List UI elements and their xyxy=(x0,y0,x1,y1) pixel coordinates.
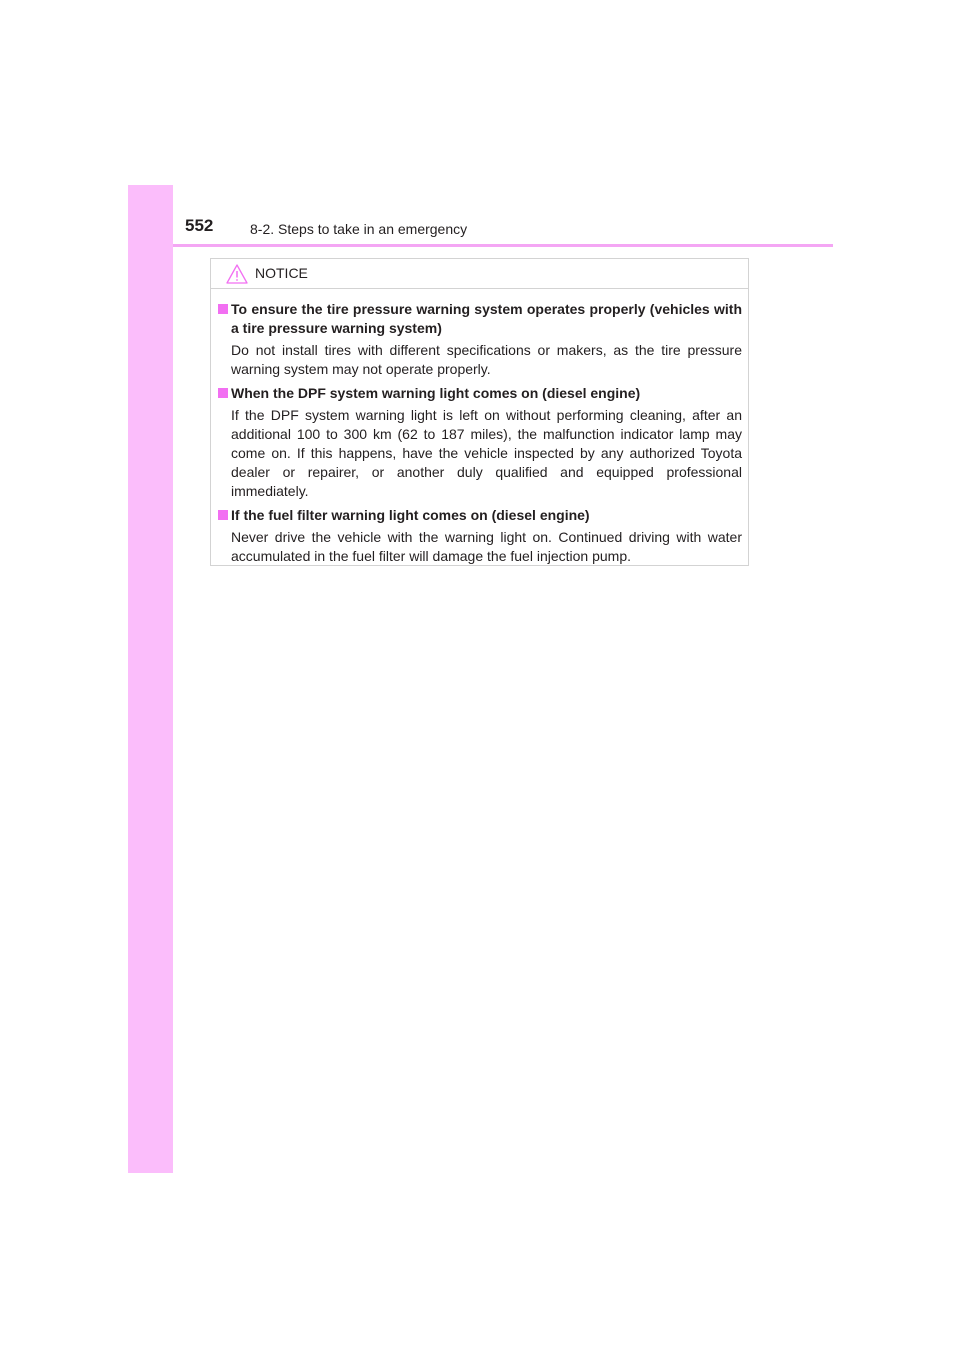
square-bullet-icon xyxy=(218,304,228,314)
notice-box xyxy=(210,258,749,566)
chapter-side-tab xyxy=(128,185,173,1173)
notice-item-heading: If the fuel filter warning light comes on (diesel engine) xyxy=(218,506,742,525)
notice-item-heading: When the DPF system warning light comes on (diesel engine) xyxy=(218,384,742,403)
square-bullet-icon xyxy=(218,510,228,520)
notice-item xyxy=(218,300,742,379)
notice-item xyxy=(218,384,742,501)
warning-triangle-icon xyxy=(226,263,248,285)
notice-item-text: Never drive the vehicle with the warning light on. Continued driving with water accumulated in the fuel filter will damage the fuel injection pump. xyxy=(231,529,742,564)
notice-item-text: Do not install tires with different specifications or makers, as the tire pressure warning system may not operate properly. xyxy=(231,342,742,377)
header-divider xyxy=(173,244,833,247)
notice-body xyxy=(218,300,742,571)
notice-item-heading: To ensure the tire pressure warning system operates properly (vehicles with a tire pressure warning system) xyxy=(218,300,742,338)
square-bullet-icon xyxy=(218,388,228,398)
notice-header xyxy=(211,259,748,289)
notice-label: NOTICE xyxy=(255,265,308,281)
section-title: 8-2. Steps to take in an emergency xyxy=(250,221,468,237)
notice-item-text: If the DPF system warning light is left on without performing cleaning, after an additional 100 to 300 km (62 to 187 miles), the malfunction indicator lamp may come on. If this happens, have the vehicle inspected by any authorized Toyota dealer or repairer, or another duly qualified and equipped professional immediately. xyxy=(231,407,742,499)
page-number: 552 xyxy=(185,216,214,235)
notice-item xyxy=(218,506,742,566)
